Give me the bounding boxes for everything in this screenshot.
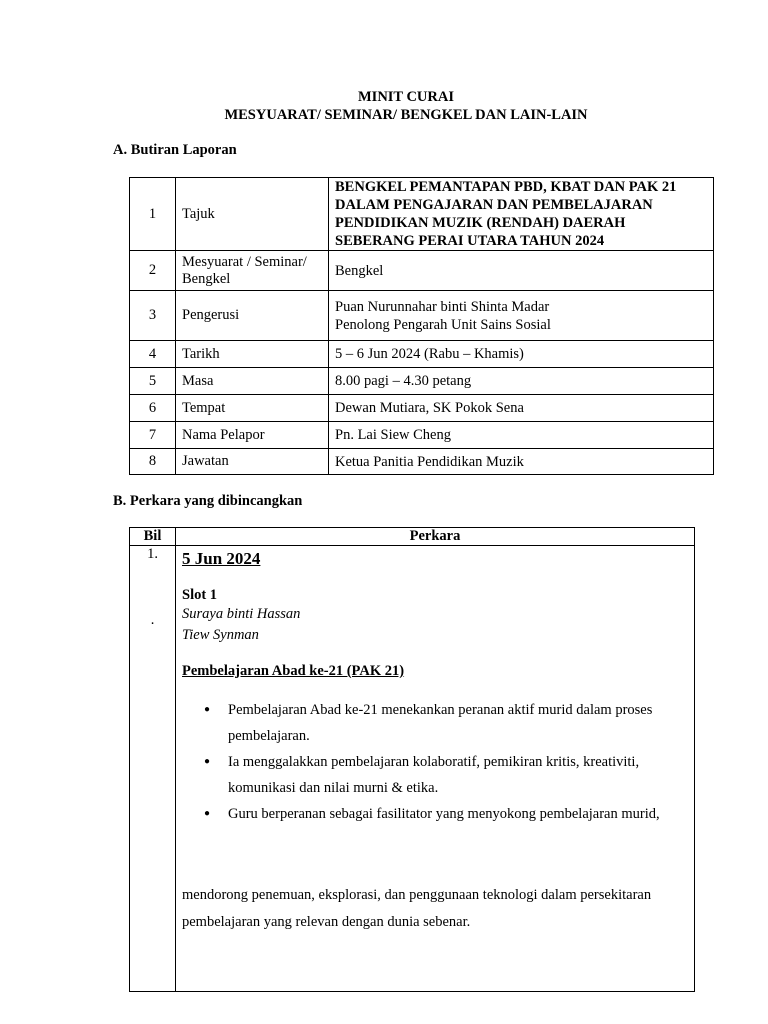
list-item <box>228 801 694 827</box>
report-details-table <box>129 177 714 475</box>
table-row <box>130 291 714 341</box>
row-value-title <box>329 178 714 251</box>
title-line: PENDIDIKAN MUZIK (RENDAH) DAERAH <box>335 215 626 231</box>
slot-heading: Slot 1 <box>182 587 218 603</box>
speaker-name: Suraya binti Hassan <box>182 606 301 622</box>
row-number: 5 <box>130 368 176 395</box>
continuation-line: pembelajaran yang relevan dengan dunia sebenar. <box>182 914 471 930</box>
bullet-line: pembelajaran. <box>228 728 310 744</box>
section-b-heading: B. Perkara yang dibincangkan <box>113 493 303 509</box>
table-row <box>130 422 714 449</box>
row-number: 1 <box>130 178 176 251</box>
session-date: 5 Jun 2024 <box>182 549 261 568</box>
section-a-heading: A. Butiran Laporan <box>113 142 237 158</box>
row-number: 8 <box>130 449 176 475</box>
row-number: 7 <box>130 422 176 449</box>
row-value: Bengkel <box>329 251 714 291</box>
row-label: Pengerusi <box>176 291 329 341</box>
list-item <box>228 697 694 749</box>
row-label: Jawatan <box>176 449 329 475</box>
row-value: Ketua Panitia Pendidikan Muzik <box>329 449 714 475</box>
topic-heading: Pembelajaran Abad ke-21 (PAK 21) <box>182 663 405 679</box>
row-value: Pn. Lai Siew Cheng <box>329 422 714 449</box>
row-label: Tarikh <box>176 341 329 368</box>
row-number: 6 <box>130 395 176 422</box>
bullet-list <box>182 697 694 827</box>
label-line: Bengkel <box>182 270 231 287</box>
title-line: DALAM PENGAJARAN DAN PEMBELAJARAN <box>335 197 653 213</box>
table-row <box>130 341 714 368</box>
row-label: Masa <box>176 368 329 395</box>
row-number: 3 <box>130 291 176 341</box>
bullet-line: ● Guru berperanan sebagai fasilitator yang menyokong pembelajaran murid, <box>228 806 660 822</box>
row-value: Dewan Mutiara, SK Pokok Sena <box>329 395 714 422</box>
table-row <box>130 546 695 992</box>
continuation-text <box>182 882 651 936</box>
row-label: Tajuk <box>176 178 329 251</box>
table-row <box>130 178 714 251</box>
table-header-row <box>130 528 695 546</box>
item-number-cell <box>130 546 176 992</box>
doc-title <box>0 88 768 124</box>
row-label <box>176 251 329 291</box>
bullet-line: ● Pembelajaran Abad ke-21 menekankan peranan aktif murid dalam proses <box>228 702 653 718</box>
item-content <box>176 546 695 992</box>
row-number: 4 <box>130 341 176 368</box>
column-header-perkara: Perkara <box>176 528 695 546</box>
row-number: 2 <box>130 251 176 291</box>
value-line: Penolong Pengarah Unit Sains Sosial <box>335 316 551 333</box>
row-value: 8.00 pagi – 4.30 petang <box>329 368 714 395</box>
item-dot: . <box>150 612 155 628</box>
title-line: SEBERANG PERAI UTARA TAHUN 2024 <box>335 233 605 249</box>
doc-title-line1: MINIT CURAI <box>357 89 454 105</box>
column-header-bil: Bil <box>130 528 176 546</box>
row-value <box>329 291 714 341</box>
bullet-line: komunikasi dan nilai murni & etika. <box>228 780 439 796</box>
table-row <box>130 368 714 395</box>
speaker-name: Tiew Synman <box>182 627 259 643</box>
discussion-table <box>129 527 695 992</box>
table-row <box>130 395 714 422</box>
row-value: 5 – 6 Jun 2024 (Rabu – Khamis) <box>329 341 714 368</box>
table-row <box>130 251 714 291</box>
row-label: Tempat <box>176 395 329 422</box>
value-line: Puan Nurunnahar binti Shinta Madar <box>335 298 550 315</box>
table-row <box>130 449 714 475</box>
label-line: Mesyuarat / Seminar/ <box>182 253 307 270</box>
title-line: BENGKEL PEMANTAPAN PBD, KBAT DAN PAK 21 <box>335 179 677 195</box>
row-label: Nama Pelapor <box>176 422 329 449</box>
doc-title-line2: MESYUARAT/ SEMINAR/ BENGKEL DAN LAIN-LAIN <box>224 107 588 123</box>
list-item <box>228 749 694 801</box>
bullet-line: ● Ia menggalakkan pembelajaran kolaboratif, pemikiran kritis, kreativiti, <box>228 754 640 770</box>
item-number: 1. <box>147 546 158 562</box>
continuation-line: mendorong penemuan, eksplorasi, dan penggunaan teknologi dalam persekitaran <box>182 887 652 903</box>
